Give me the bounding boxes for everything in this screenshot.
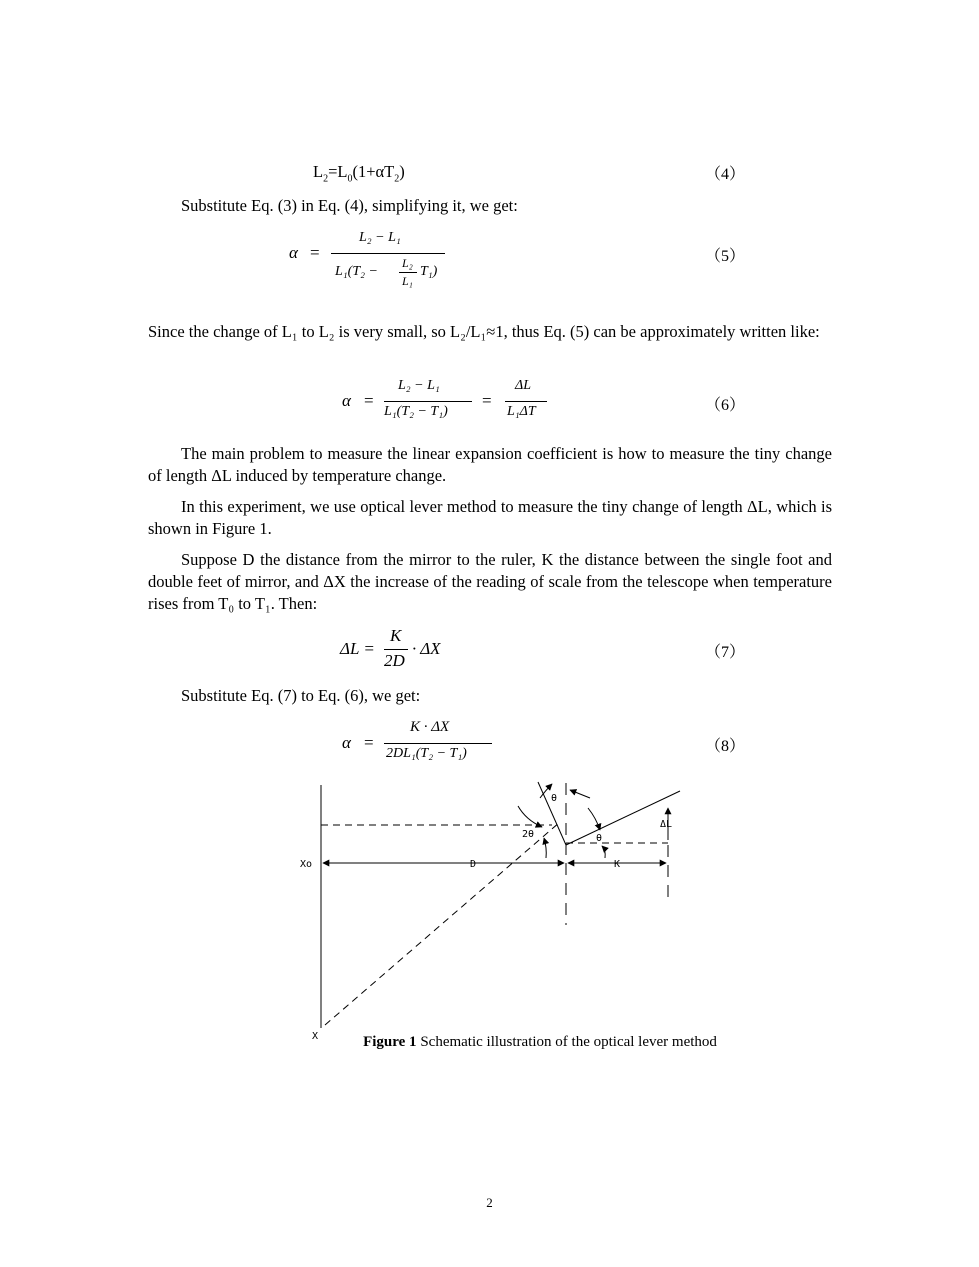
figure-caption-label: Figure 1 — [363, 1034, 417, 1050]
eq8-equals: = — [364, 733, 374, 752]
theta-arc-right-bottom — [602, 846, 605, 858]
paragraph-1: Substitute Eq. (3) in Eq. (4), simplifying it, we get: — [181, 196, 518, 215]
eq6-denominator-1: L₁(T₂ − T₁) — [384, 404, 448, 419]
eq6-denominator-2: L₁ΔT — [507, 404, 536, 419]
label-k: K — [614, 859, 621, 870]
eq6-equals-2: = — [482, 391, 492, 410]
eq7-denominator: 2D — [384, 651, 405, 670]
eq8-denominator: 2DL₁(T₂ − T₁) — [386, 746, 467, 761]
eq6-equals-1: = — [364, 391, 374, 410]
figure-caption-text: Schematic illustration of the optical lever method — [416, 1034, 717, 1050]
label-theta-top: θ — [551, 793, 558, 804]
eq7-lhs: ΔL = — [340, 639, 375, 658]
eq7-rest: · ΔX — [412, 639, 441, 658]
equation-4-number: （4） — [705, 166, 746, 183]
paragraph-4: In this experiment, we use optical lever method to measure the tiny change of length ΔL, which is shown in Figure 1. — [148, 497, 832, 538]
label-delta-l: ΔL — [660, 819, 673, 830]
paragraph-5: Suppose D the distance from the mirror to the ruler, K the distance between the single foot and double feet of mirror, and ΔX the increase of the reading of scale from the telescope when temperature rises from T₀ to T₁. Then: — [148, 550, 832, 613]
eq7-numerator: K — [390, 626, 402, 645]
paragraph-3: The main problem to measure the linear expansion coefficient is how to measure the tiny change of length ΔL induced by temperature change. — [148, 444, 832, 485]
label-theta-mid: θ — [596, 833, 603, 844]
equation-8-number: （8） — [705, 738, 746, 755]
label-two-theta: 2θ — [522, 829, 535, 840]
theta-arc-right-top — [588, 808, 600, 830]
eq6-alpha: α — [342, 391, 351, 410]
eq5-inner-num: L₂ — [402, 256, 413, 270]
theta-arrow-right — [570, 790, 590, 798]
label-x: X — [312, 1031, 319, 1042]
equation-5-number: （5） — [705, 248, 746, 265]
label-x0: Xo — [300, 859, 313, 870]
reflected-ray-line — [325, 822, 560, 1025]
two-theta-arc-bottom — [544, 838, 546, 858]
label-d: D — [470, 859, 477, 870]
equation-7-number: （7） — [705, 644, 746, 661]
eq6-numerator-1: L₂ − L₁ — [398, 378, 440, 393]
eq5-inner-den: L₁ — [402, 274, 413, 288]
mirror-initial-line — [538, 782, 566, 845]
equation-6-number: （6） — [705, 397, 746, 414]
paragraph-2: Since the change of L₁ to L₂ is very small, so L₂/L₁≈1, thus Eq. (5) can be approximately written like: — [148, 322, 820, 341]
eq5-alpha: α — [289, 243, 298, 262]
eq8-alpha: α — [342, 733, 351, 752]
page-number: 2 — [486, 1195, 493, 1210]
eq5-denominator-b: T₁) — [420, 264, 438, 279]
eq5-denominator-a: L₁(T₂ − — [335, 264, 378, 279]
figure-caption — [360, 1033, 720, 1052]
mirror-tilted-line — [566, 791, 680, 845]
eq6-numerator-2: ΔL — [515, 378, 532, 393]
eq5-numerator: L₂ − L₁ — [359, 230, 401, 245]
paragraph-6: Substitute Eq. (7) to Eq. (6), we get: — [181, 686, 421, 705]
eq8-numerator: K · ΔX — [410, 719, 450, 735]
eq5-equals: = — [310, 243, 320, 262]
two-theta-arc-top — [518, 806, 542, 827]
equation-4: $L_2=L_0(1+\alpha T_2)$ — [313, 162, 405, 185]
